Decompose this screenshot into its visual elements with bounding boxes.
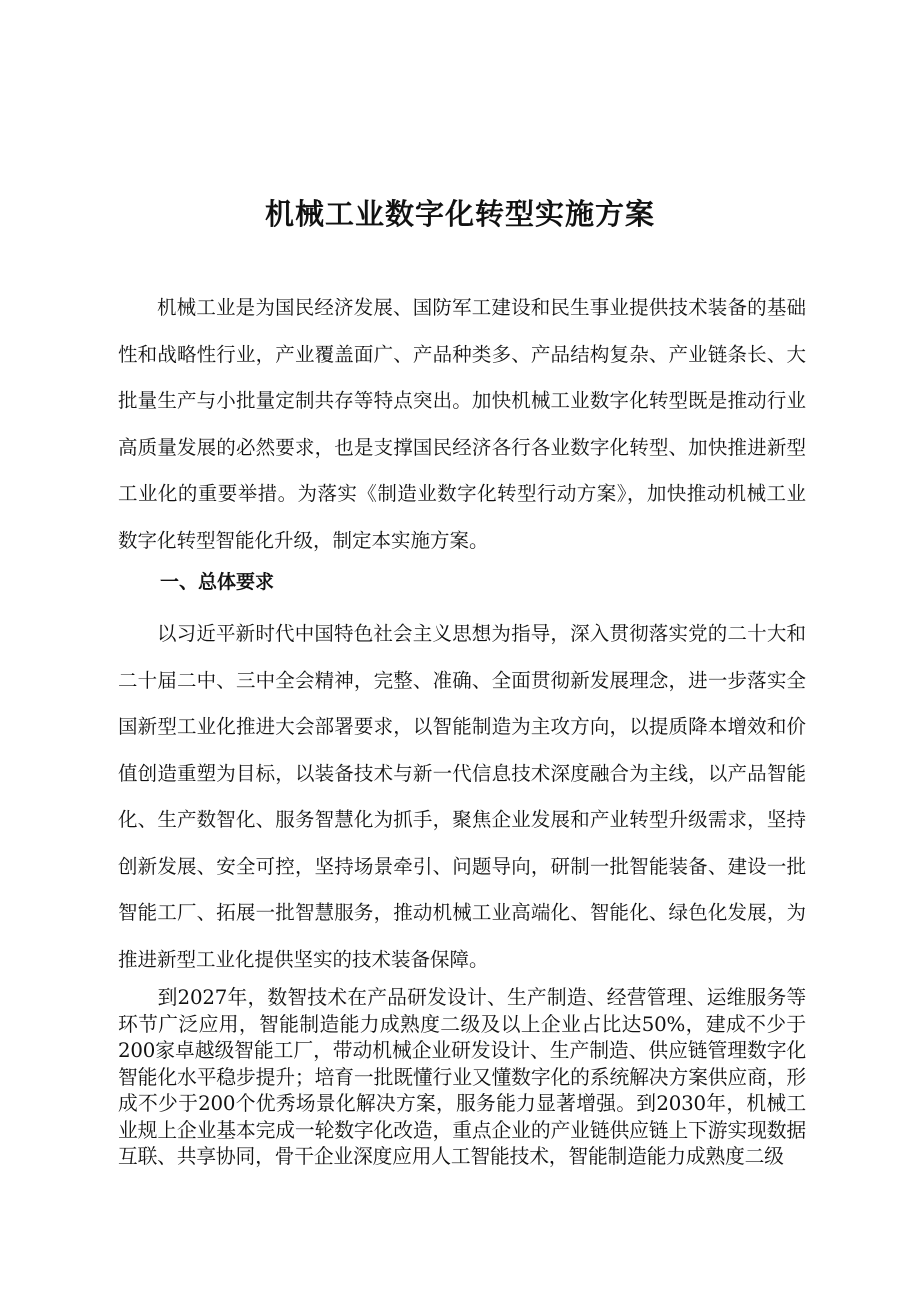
targets-paragraph: 到2027年，数智技术在产品研发设计、生产制造、经营管理、运维服务等环节广泛应用，智能制造能力成熟度二级及以上企业占比达50%，建成不少于200家卓越级智能工厂，带动机械企业研发设计、生产制造、供应链管理数字化智能化水平稳步提升；培育一批既懂行业又懂数字化的系统解决方案供应商，形成不少于200个优秀场景化解决方案，服务能力显著增强。到2030年，机械工业规上企业基本完成一轮数字化改造，重点企业的产业链供应链上下游实现数据互联、共享协同，骨干企业深度应用人工智能技术，智能制造能力成熟度二级 (118, 986, 806, 1168)
section-heading: 一、总体要求 (160, 571, 275, 593)
intro-paragraph: 机械工业是为国民经济发展、国防军工建设和民生事业提供技术装备的基础性和战略性行业，产业覆盖面广、产品种类多、产品结构复杂、产业链条长、大批量生产与小批量定制共存等特点突出。加快机械工业数字化转型既是推动行业高质量发展的必然要求，也是支撑国民经济各行各业数字化转型、加快推进新型工业化的重要举措。为落实《制造业数字化转型行动方案》，加快推动机械工业数字化转型智能化升级，制定本实施方案。 (118, 296, 806, 552)
guiding-principle-paragraph: 以习近平新时代中国特色社会主义思想为指导，深入贯彻落实党的二十大和二十届二中、三中全会精神，完整、准确、全面贯彻新发展理念，进一步落实全国新型工业化推进大会部署要求，以智能制造为主攻方向，以提质降本增效和价值创造重塑为目标，以装备技术与新一代信息技术深度融合为主线，以产品智能化、生产数智化、服务智慧化为抓手，聚焦企业发展和产业转型升级需求，坚持创新发展、安全可控，坚持场景牵引、问题导向，研制一批智能装备、建设一批智能工厂、拓展一批智慧服务，推动机械工业高端化、智能化、绿色化发展，为推进新型工业化提供坚实的技术装备保障。 (118, 622, 806, 971)
document-title: 机械工业数字化转型实施方案 (264, 197, 655, 231)
